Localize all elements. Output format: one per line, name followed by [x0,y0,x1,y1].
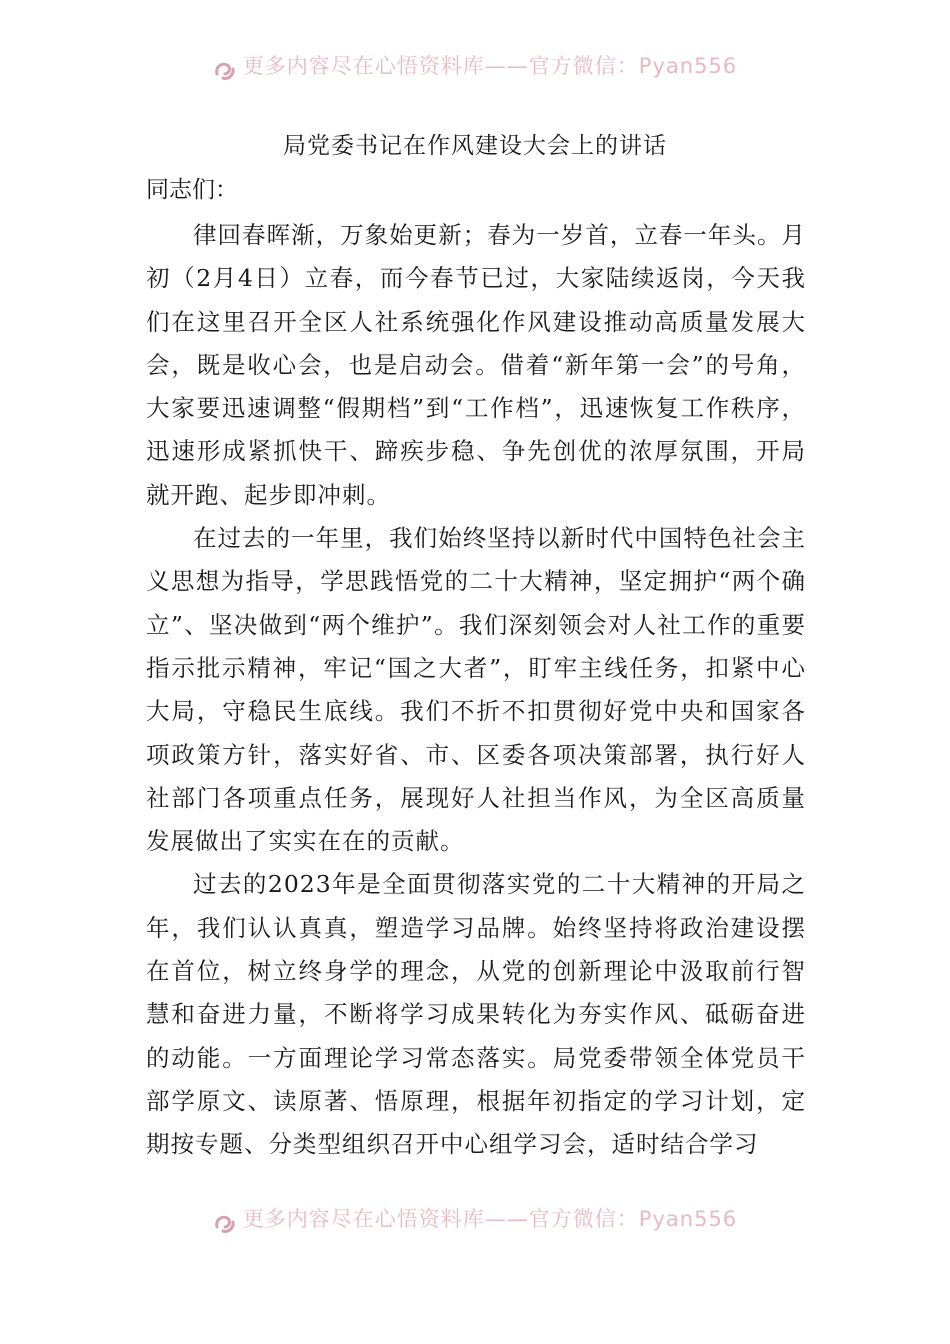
watermark-text: 更多内容尽在心悟资料库——官方微信：Pyan556 [242,1207,738,1231]
paragraph: 在过去的一年里，我们始终坚持以新时代中国特色社会主义思想为指导，学思践悟党的二十大精神，坚定拥护“两个确立”、坚决做到“两个维护”。我们深刻领会对人社工作的重要指示批示精神，牢记“国之大者”，盯牢主线任务，扣紧中心大局，守稳民生底线。我们不折不扣贯彻好党中央和国家各项政策方针，落实好省、市、区委各项决策部署，执行好人社部门各项重点任务，展现好人社担当作风，为全区高质量发展做出了实实在在的贡献。 [146,524,806,856]
watermark-text: 更多内容尽在心悟资料库——官方微信：Pyan556 [242,54,738,78]
watermark-bottom [0,1207,950,1241]
brand-logo-icon [213,1213,237,1235]
brand-logo-icon [213,60,237,82]
document-body [146,214,806,1167]
paragraph: 过去的2023年是全面贯彻落实党的二十大精神的开局之年，我们认认真真，塑造学习品牌。始终坚持将政治建设摆在首位，树立终身学的理念，从党的创新理论中汲取前行智慧和奋进力量，不断将学习成果转化为夯实作风、砥砺奋进的动能。一方面理论学习常态落实。局党委带领全体党员干部学原文、读原著、悟原理，根据年初指定的学习计划，定期按专题、分类型组织召开中心组学习会，适时结合学习 [146,870,806,1159]
watermark-top [0,54,950,88]
document-title: 局党委书记在作风建设大会上的讲话 [283,133,667,159]
salutation: 同志们： [146,177,238,203]
paragraph: 律回春晖渐，万象始更新；春为一岁首，立春一年头。月初（2月4日）立春，而今春节已过，大家陆续返岗，今天我们在这里召开全区人社系统强化作风建设推动高质量发展大会，既是收心会，也是启动会。借着“新年第一会”的号角，大家要迅速调整“假期档”到“工作档”，迅速恢复工作秩序，迅速形成紧抓快干、蹄疾步稳、争先创优的浓厚氛围，开局就开跑、起步即冲刺。 [146,221,806,509]
